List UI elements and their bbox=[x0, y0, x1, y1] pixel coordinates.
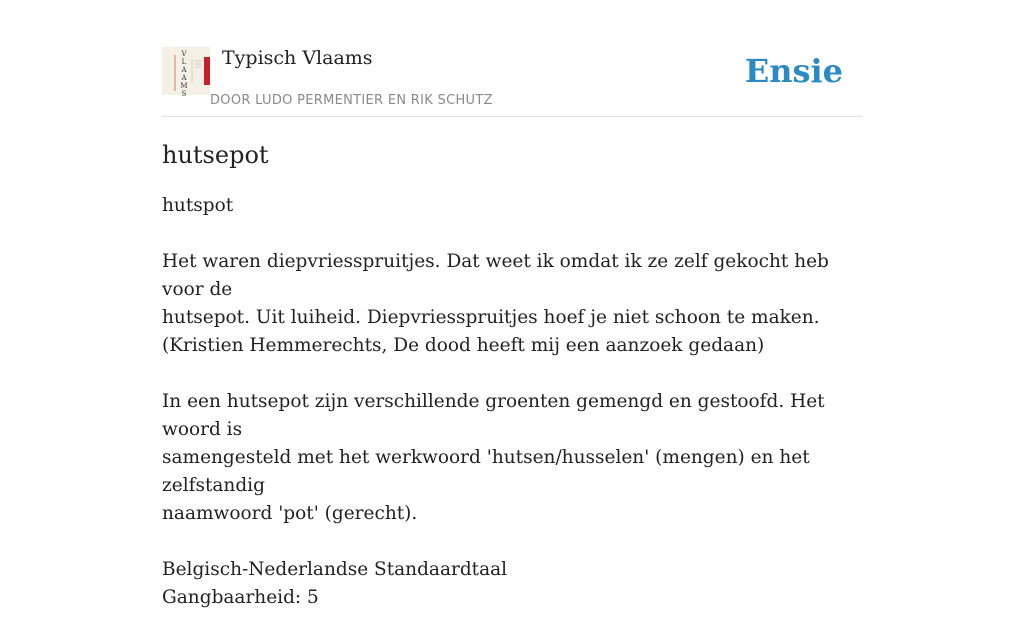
vlaams-book-cover-icon bbox=[162, 47, 210, 98]
variant-text: hutspot bbox=[162, 195, 234, 216]
blog-title[interactable]: Typisch Vlaams bbox=[222, 47, 373, 69]
avatar-letter: M bbox=[180, 82, 188, 90]
quote-line: hutsepot. Uit luiheid. Diepvriesspruitjes hoef je niet schoon te maken. bbox=[162, 307, 820, 328]
entry-explanation bbox=[162, 388, 862, 528]
avatar-letter: A bbox=[181, 74, 187, 82]
entry-quote bbox=[162, 248, 862, 360]
blog-header bbox=[162, 44, 862, 117]
language-register: Belgisch-Nederlandse Standaardtaal bbox=[162, 559, 508, 580]
entry-title: hutsepot bbox=[162, 141, 269, 169]
avatar-letter: V bbox=[181, 50, 187, 58]
entry-variant bbox=[162, 192, 862, 220]
entry-content bbox=[162, 192, 862, 640]
ensie-logo[interactable]: Ensie bbox=[744, 52, 843, 90]
explanation-line: In een hutsepot zijn verschillende groenten gemengd en gestoofd. Het woord is bbox=[162, 391, 825, 440]
avatar-letter: L bbox=[181, 58, 187, 66]
avatar-letter: A bbox=[181, 66, 187, 74]
blog-avatar[interactable] bbox=[162, 47, 210, 98]
avatar-letter: S bbox=[181, 90, 187, 98]
explanation-line: naamwoord 'pot' (gerecht). bbox=[162, 503, 418, 524]
usage-frequency: Gangbaarheid: 5 bbox=[162, 587, 319, 608]
entry-meta bbox=[162, 556, 862, 612]
quote-line: Het waren diepvriesspruitjes. Dat weet ik omdat ik ze zelf gekocht heb voor de bbox=[162, 251, 829, 300]
blog-authors: DOOR LUDO PERMENTIER EN RIK SCHUTZ bbox=[210, 93, 493, 108]
quote-source: (Kristien Hemmerechts, De dood heeft mij een aanzoek gedaan) bbox=[162, 335, 765, 356]
explanation-line: samengesteld met het werkwoord 'hutsen/husselen' (mengen) en het zelfstandig bbox=[162, 447, 810, 496]
